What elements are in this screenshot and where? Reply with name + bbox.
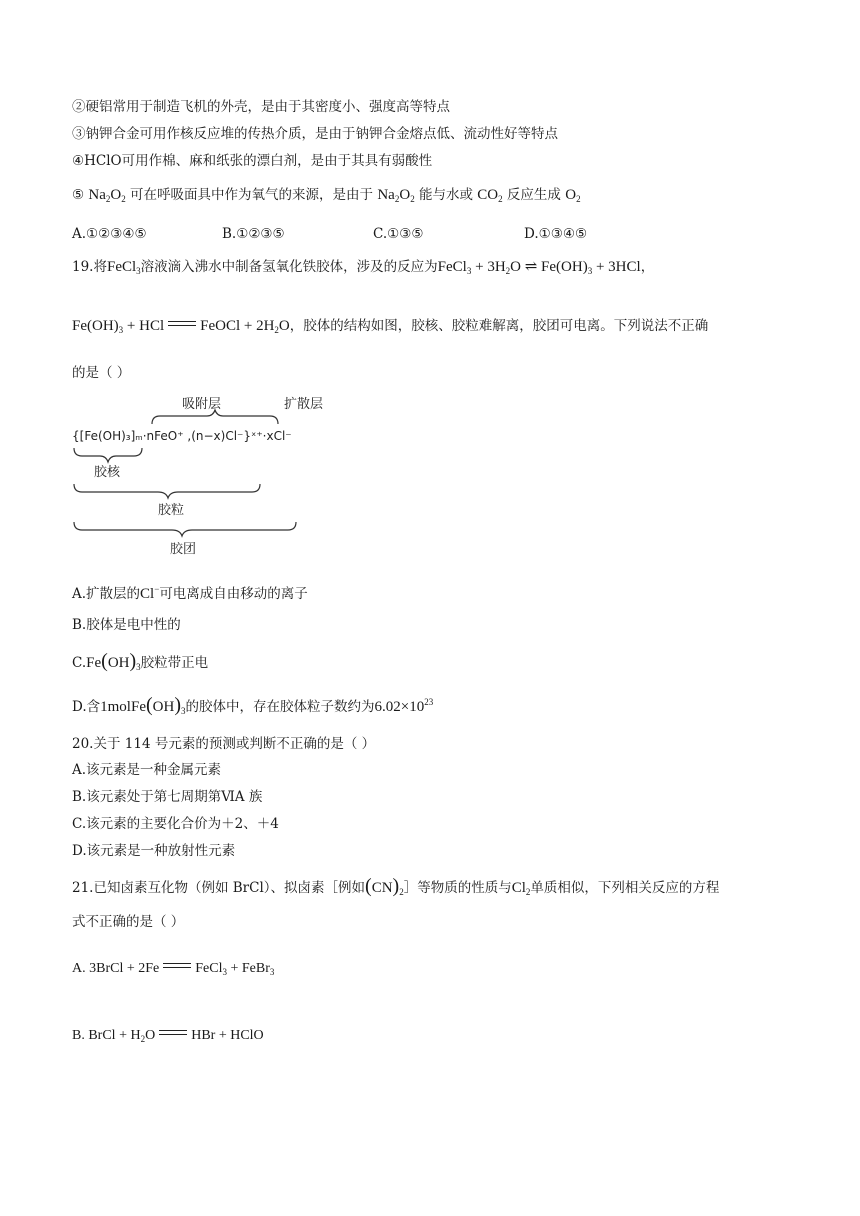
label-adsorption-layer: 吸附层 (182, 397, 222, 412)
q19-option-a-text: 可电离成自由移动的离子 (159, 586, 308, 602)
q19-stem-tail: ，胶体的结构如图，胶核、胶粒难解离，胶团可电离。下列说法不正确 (289, 318, 709, 334)
q19-stem-line3: 的是（ ） (72, 365, 131, 381)
fecl3-formula: FeCl$_3$ (106, 259, 141, 276)
q20-stem: 20.关于 114 号元素的预测或判断不正确的是（ ） (72, 736, 376, 752)
q18-option-c[interactable]: C.①③⑤ (373, 226, 424, 242)
statement-3: ③钠钾合金可用作核反应堆的传热介质，是由于钠钾合金熔点低、流动性好等特点 (72, 126, 558, 142)
q21-option-a[interactable]: A. 3BrCl + 2Fe FeCl$_3$ + FeBr$_3$ (72, 961, 275, 977)
q21-option-b[interactable]: B. BrCl + $H_2O$ HBr + HClO (72, 1028, 264, 1044)
q19-stem-line2 (72, 319, 708, 335)
statement-5-text-a: 可在呼吸面具中作为氧气的来源，是由于 (130, 187, 374, 203)
statement-5-text-c: 反应生成 (506, 187, 561, 203)
na2o2-formula-2: $Na_2O_2$ (377, 187, 415, 204)
mol-feoh3: $1molFe(OH)_3$ (100, 694, 186, 716)
statement-2: ②硬铝常用于制造飞机的外壳，是由于其密度小、强度高等特点 (72, 99, 450, 115)
q19-option-a[interactable] (72, 585, 308, 602)
q19-option-b[interactable]: B.胶体是电中性的 (72, 617, 181, 633)
avogadro-number: $6.02\times 10^{23}$ (374, 697, 434, 715)
q19-stem-prefix: 19.将 (72, 259, 107, 275)
q21-stem-c: 单质相似，下列相关反应的方程 (530, 880, 720, 896)
na2o2-formula: $Na_2O_2$ (88, 187, 126, 204)
q19-equation-1: FeCl$_3$ + $3H_2O$ ⇌ $Fe(OH)_3 + 3HCl$ (437, 259, 641, 276)
q19-stem-mid: 溶液滴入沸水中制备氢氧化铁胶体，涉及的反应为 (140, 259, 438, 275)
q20-option-c[interactable]: C.该元素的主要化合价为＋2、＋4 (72, 816, 279, 832)
q19-option-c-text: 胶粒带正电 (140, 655, 209, 671)
label-micelle: 胶团 (170, 542, 197, 557)
q21-stem-b: ］等物质的性质与 (403, 880, 512, 896)
q21-stem-line2: 式不正确的是（ ） (72, 914, 185, 930)
statement-4: ④HClO可用作棉、麻和纸张的漂白剂，是由于其具有弱酸性 (72, 153, 433, 169)
colloid-structure-diagram (70, 392, 340, 562)
brace-core (74, 448, 142, 462)
q18-option-a[interactable]: A.①②③④⑤ (72, 226, 147, 242)
statement-5-text-b: 能与水或 (418, 187, 473, 203)
colloid-formula: {[Fe(OH)₃]ₘ·nFeO⁺ ,(n−x)Cl⁻}ˣ⁺·xCl⁻ (72, 429, 292, 443)
q19-option-d-prefix: D.含 (72, 699, 101, 715)
feoh3-formula: $Fe(OH)_3$ (86, 650, 141, 672)
co2-formula: $CO_2$ (477, 187, 503, 204)
q20-option-a[interactable]: A.该元素是一种金属元素 (72, 762, 222, 778)
label-diffusion-layer: 扩散层 (284, 397, 324, 412)
label-particle: 胶粒 (158, 503, 185, 518)
brace-particle (74, 484, 260, 498)
q19-option-a-prefix: A.扩散层的 (72, 586, 141, 602)
q19-option-c-prefix: C. (72, 655, 87, 671)
cl-ion: Cl− (140, 584, 160, 602)
o2-formula: $O_2$ (565, 187, 581, 204)
q19-option-d[interactable] (72, 695, 433, 716)
q20-option-b[interactable]: B.该元素处于第七周期第ⅥA 族 (72, 789, 263, 805)
cl2-formula: $Cl_2$ (511, 880, 531, 897)
brace-micelle (74, 522, 296, 536)
q21-stem-line1 (72, 876, 719, 897)
cn2-formula: $(CN)_2$ (365, 875, 404, 897)
q18-option-b[interactable]: B.①②③⑤ (222, 226, 285, 242)
q18-option-d[interactable]: D.①③④⑤ (524, 226, 588, 242)
q19-stem-line1: 19.将FeCl$_3$溶液滴入沸水中制备氢氧化铁胶体，涉及的反应为FeCl$_3$ + $3H_2O$ ⇌ $Fe(OH)_3 + 3HCl$， (72, 259, 655, 276)
q19-option-d-text: 的胶体中，存在胶体粒子数约为 (185, 699, 375, 715)
q21-stem-a: 21.已知卤素互化物（例如 BrCl）、拟卤素［例如 (72, 880, 366, 896)
q20-option-d[interactable]: D.该元素是一种放射性元素 (72, 843, 236, 859)
q19-equation-2: $Fe(OH)_3$ + HCl FeOCl + $2H_2O$ (72, 318, 290, 335)
statement-5-marker: ⑤ (72, 187, 85, 203)
statement-5 (72, 188, 581, 204)
q19-option-c[interactable] (72, 651, 208, 672)
label-core: 胶核 (94, 465, 121, 480)
brace-adsorption (152, 410, 278, 424)
